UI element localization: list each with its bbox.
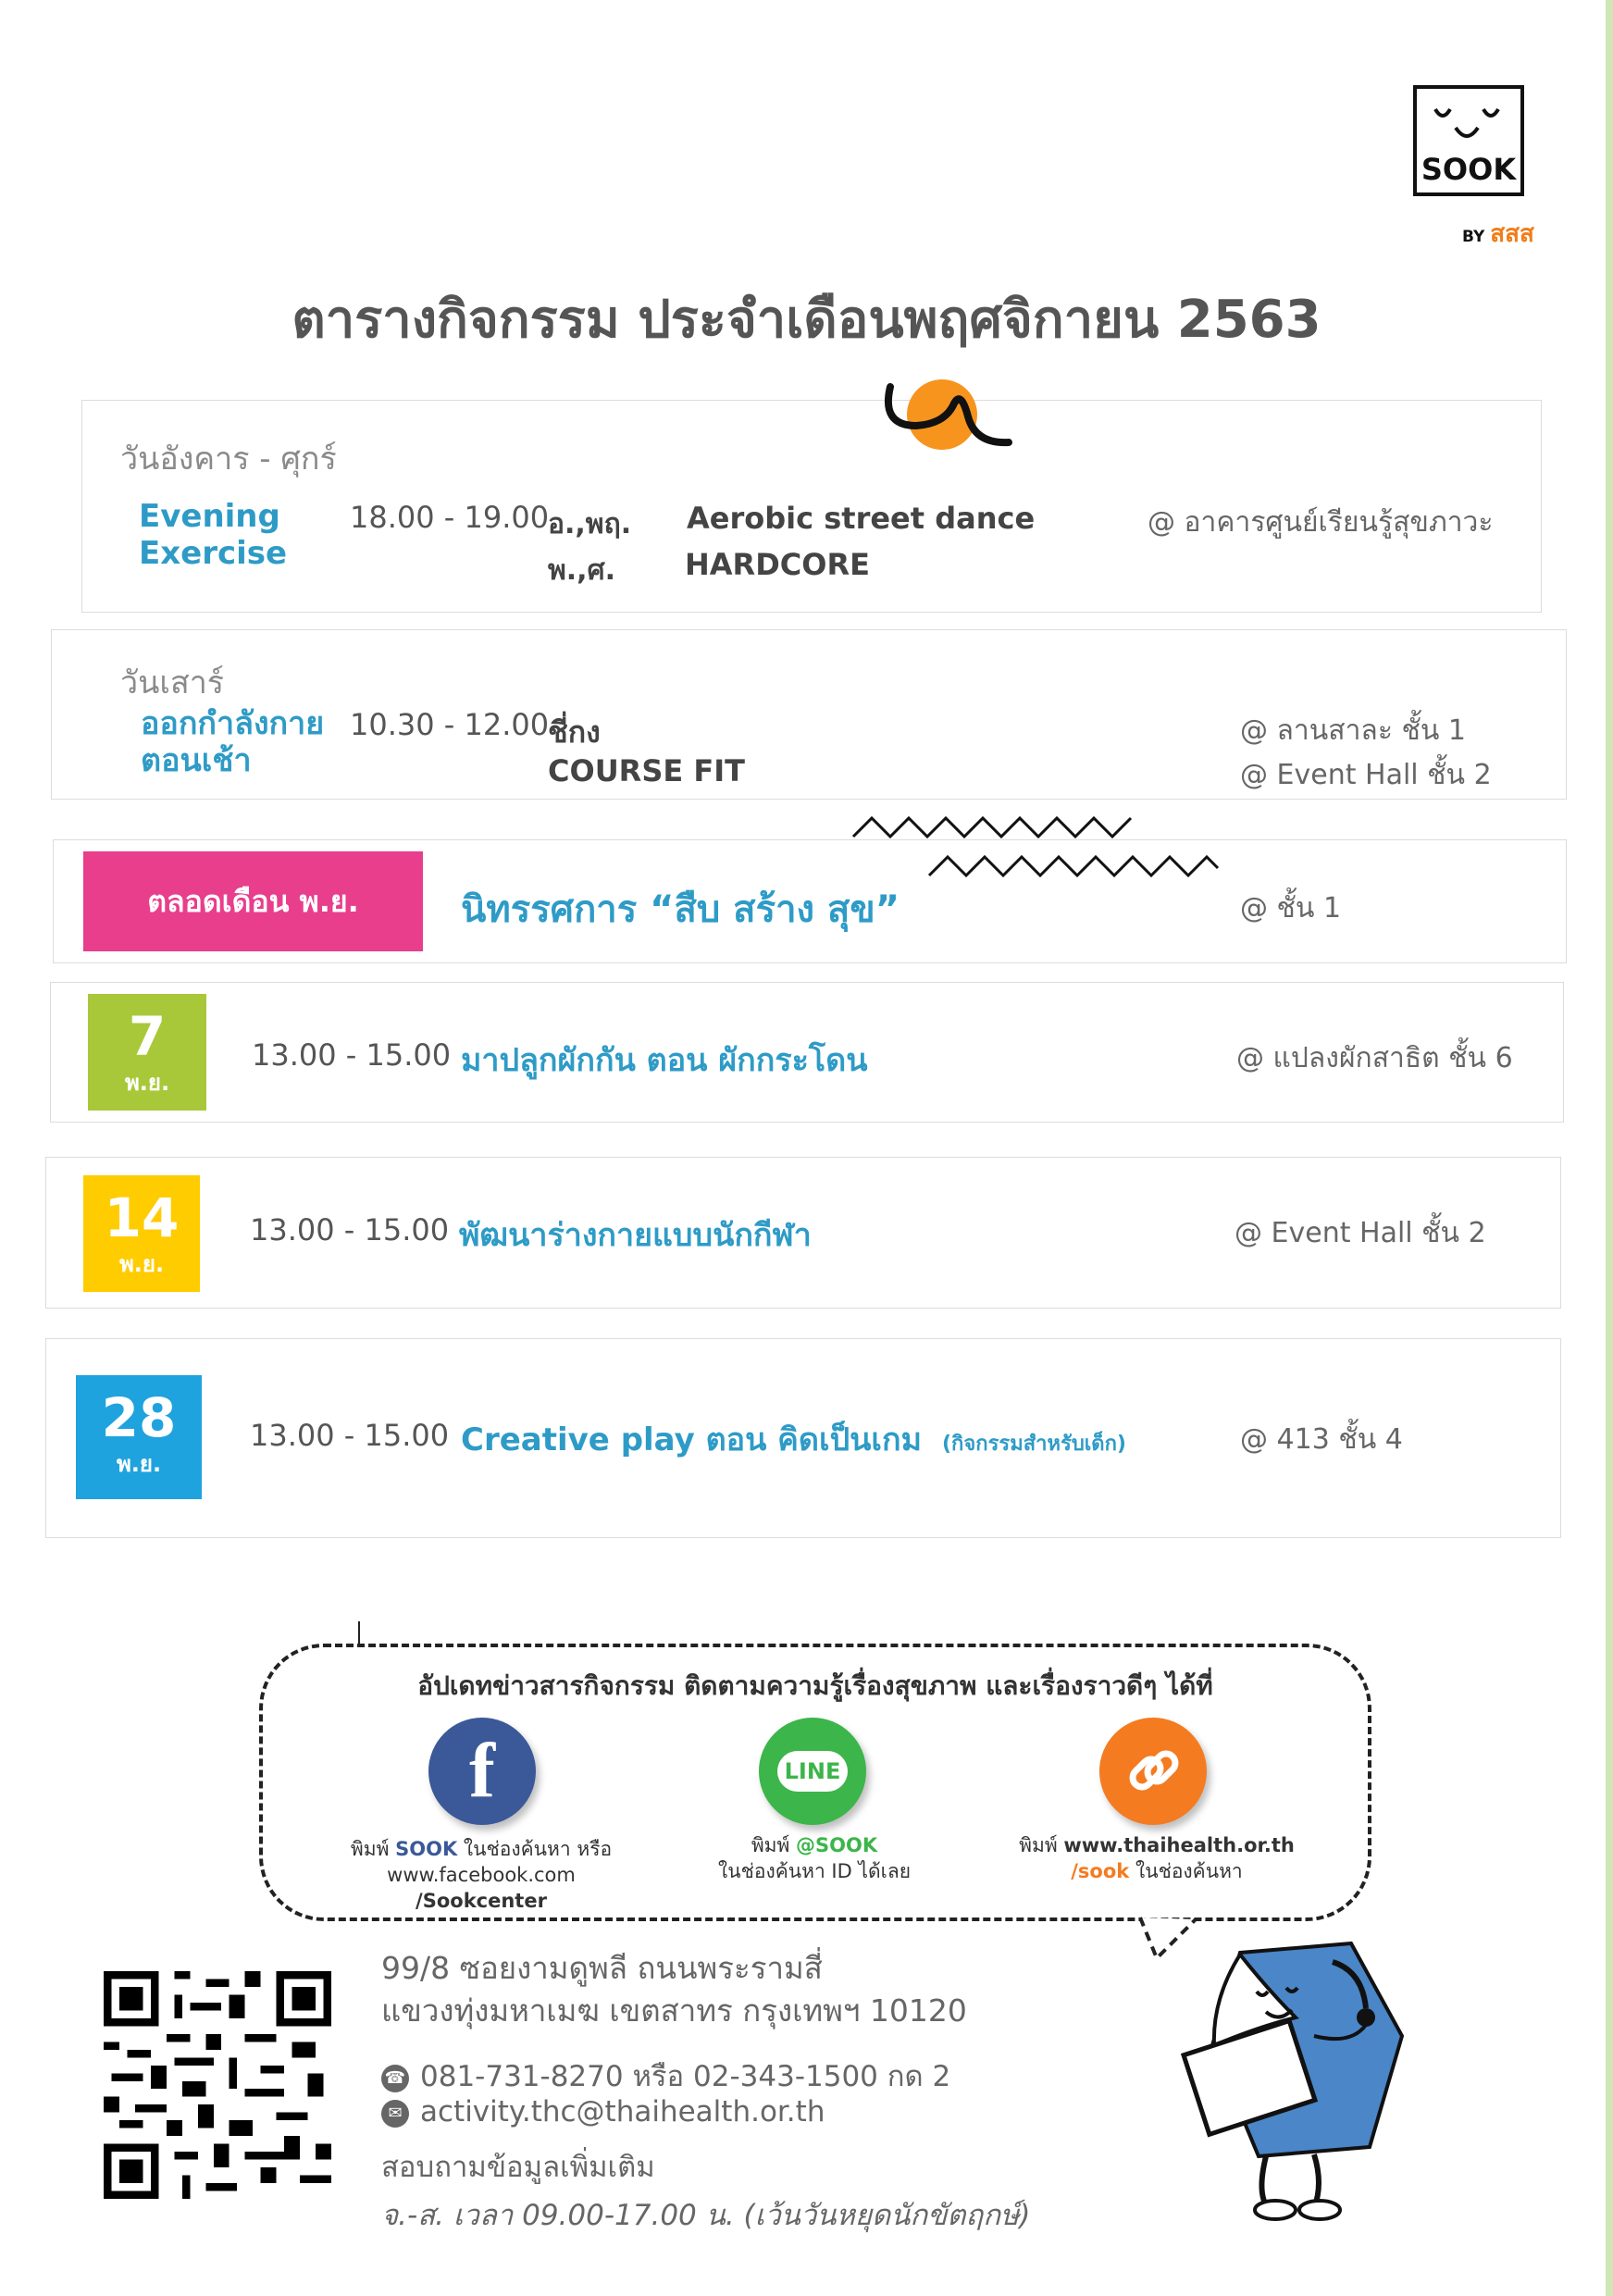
event-title: Creative play ตอน คิดเป็นเกม <box>461 1421 923 1458</box>
weekday-program-line2: Exercise <box>139 535 288 572</box>
event-place: @ Event Hall ชั้น 2 <box>1235 1217 1486 1249</box>
phone-icon: ☎ <box>381 2065 409 2092</box>
saturday-place-1: @ ลานสาละ ชั้น 1 <box>1240 714 1466 747</box>
line-instructions <box>648 1832 981 1884</box>
event-place: @ 413 ชั้น 4 <box>1240 1423 1403 1456</box>
event-note: (กิจกรรมสำหรับเด็ก) <box>942 1433 1126 1456</box>
saturday-program-line1: ออกกำลังกาย <box>141 705 325 742</box>
event-date-month: พ.ย. <box>124 1070 170 1096</box>
line-id-text: ในช่องค้นหา ID ได้เลย <box>717 1860 912 1882</box>
web-post: ในช่องค้นหา <box>1135 1860 1243 1882</box>
address-line-1: 99/8 ซอยงามดูพลี ถนนพระรามสี่ <box>381 1950 823 1986</box>
zigzag-decoration <box>851 811 1222 877</box>
page-title: ตารางกิจกรรม ประจำเดือนพฤศจิกายน 2563 <box>292 290 1321 350</box>
saturday-time: 10.30 - 12.00 <box>350 707 550 742</box>
weekday-day-label: วันอังคาร - ศุกร์ <box>120 441 337 478</box>
facebook-url[interactable]: www.facebook.com <box>387 1864 576 1886</box>
web-url[interactable]: www.thaihealth.or.th <box>1063 1834 1295 1856</box>
facebook-instructions <box>278 1836 685 1914</box>
event-title: พัฒนาร่างกายแบบนักกีฬา <box>459 1217 812 1254</box>
event-date-day: 28 <box>101 1386 177 1449</box>
web-keyword: /sook <box>1071 1860 1130 1882</box>
event-time: 13.00 - 15.00 <box>250 1418 450 1453</box>
facebook-pre: พิมพ์ <box>350 1838 390 1860</box>
event-title: มาปลูกผักกัน ตอน ผักกระโดน <box>461 1042 868 1079</box>
mascot-illustration <box>1157 1934 1416 2221</box>
event-date-28 <box>76 1375 202 1499</box>
facebook-keyword: SOOK <box>395 1838 458 1860</box>
chain-icon <box>1099 1718 1207 1825</box>
saturday-program-name <box>141 705 324 779</box>
saturday-day-label: วันเสาร์ <box>120 664 225 701</box>
facebook-post: ในช่องค้นหา หรือ <box>463 1838 613 1860</box>
logo-text: SOOK <box>1421 152 1517 187</box>
event-date-day: 14 <box>104 1186 180 1249</box>
logo-org: สสส <box>1490 220 1534 248</box>
line-icon[interactable] <box>759 1718 866 1825</box>
email-address[interactable]: activity.thc@thaihealth.or.th <box>420 2095 825 2128</box>
smile-face-icon <box>1430 102 1508 148</box>
web-pre: พิมพ์ <box>1019 1834 1058 1856</box>
event-time: 13.00 - 15.00 <box>252 1037 452 1073</box>
office-hours: จ.-ส. เวลา 09.00-17.00 น. (เว้นวันหยุดนักขัตฤกษ์) <box>381 2199 1031 2232</box>
line-pre: พิมพ์ <box>751 1834 790 1856</box>
weekday-program-line1: Evening <box>139 498 280 535</box>
address <box>381 1947 967 2032</box>
exhibition-title: นิทรรศการ “สืบ สร้าง สุข” <box>461 888 900 931</box>
facebook-page: /Sookcenter <box>416 1890 547 1912</box>
weekday-activity-1: Aerobic street dance <box>687 501 1036 536</box>
phone-number[interactable]: 081-731-8270 หรือ 02-343-1500 กด 2 <box>420 2060 951 2093</box>
saturday-place-2: @ Event Hall ชั้น 2 <box>1240 759 1492 791</box>
event-place: @ แปลงผักสาธิต ชั้น 6 <box>1236 1042 1513 1074</box>
event-date-14 <box>83 1175 200 1292</box>
event-date-month: พ.ย. <box>116 1451 162 1477</box>
phone-row <box>381 2053 950 2099</box>
event-date-7 <box>88 994 206 1111</box>
saturday-activity-1: ชี่กง <box>548 714 601 750</box>
weekday-activity-2: HARDCORE <box>685 547 870 582</box>
qr-code <box>104 1971 331 2199</box>
facebook-icon[interactable]: f <box>428 1718 536 1825</box>
inquiry-label: สอบถามข้อมูลเพิ่มเติม <box>381 2151 655 2184</box>
email-icon: ✉ <box>381 2100 409 2128</box>
orange-swirl-decoration <box>879 370 1018 463</box>
link-icon[interactable] <box>1099 1718 1207 1825</box>
email-row <box>381 2095 825 2128</box>
sook-logo <box>1413 85 1524 196</box>
address-line-2: แขวงทุ่งมหาเมฆ เขตสาทร กรุงเทพฯ 10120 <box>381 1992 967 2029</box>
event-time: 13.00 - 15.00 <box>250 1212 450 1247</box>
web-instructions <box>981 1832 1333 1884</box>
logo-by-label: BY <box>1462 228 1485 246</box>
exhibition-label: ตลอดเดือน พ.ย. <box>83 851 423 951</box>
weekday-day-code-2: พ.,ศ. <box>548 554 616 587</box>
event-date-month: พ.ย. <box>118 1251 165 1277</box>
event-date-day: 7 <box>128 1005 167 1068</box>
weekday-day-code-1: อ.,พฤ. <box>548 508 632 540</box>
logo-by <box>1462 215 1534 253</box>
bubble-tick <box>358 1621 360 1644</box>
line-logo-text: LINE <box>777 1751 848 1792</box>
weekday-program-name <box>139 498 287 572</box>
saturday-program-line2: ตอนเช้า <box>141 742 252 779</box>
social-heading: อัปเดทข่าวสารกิจกรรม ติดตามความรู้เรื่องสุขภาพ และเรื่องราวดีๆ ได้ที่ <box>417 1670 1213 1701</box>
weekday-time: 18.00 - 19.00 <box>350 500 550 535</box>
weekday-place: @ อาคารศูนย์เรียนรู้สุขภาวะ <box>1148 506 1494 539</box>
line-keyword: @SOOK <box>796 1834 878 1856</box>
saturday-activity-2: COURSE FIT <box>548 753 745 788</box>
exhibition-place: @ ชั้น 1 <box>1240 892 1342 925</box>
